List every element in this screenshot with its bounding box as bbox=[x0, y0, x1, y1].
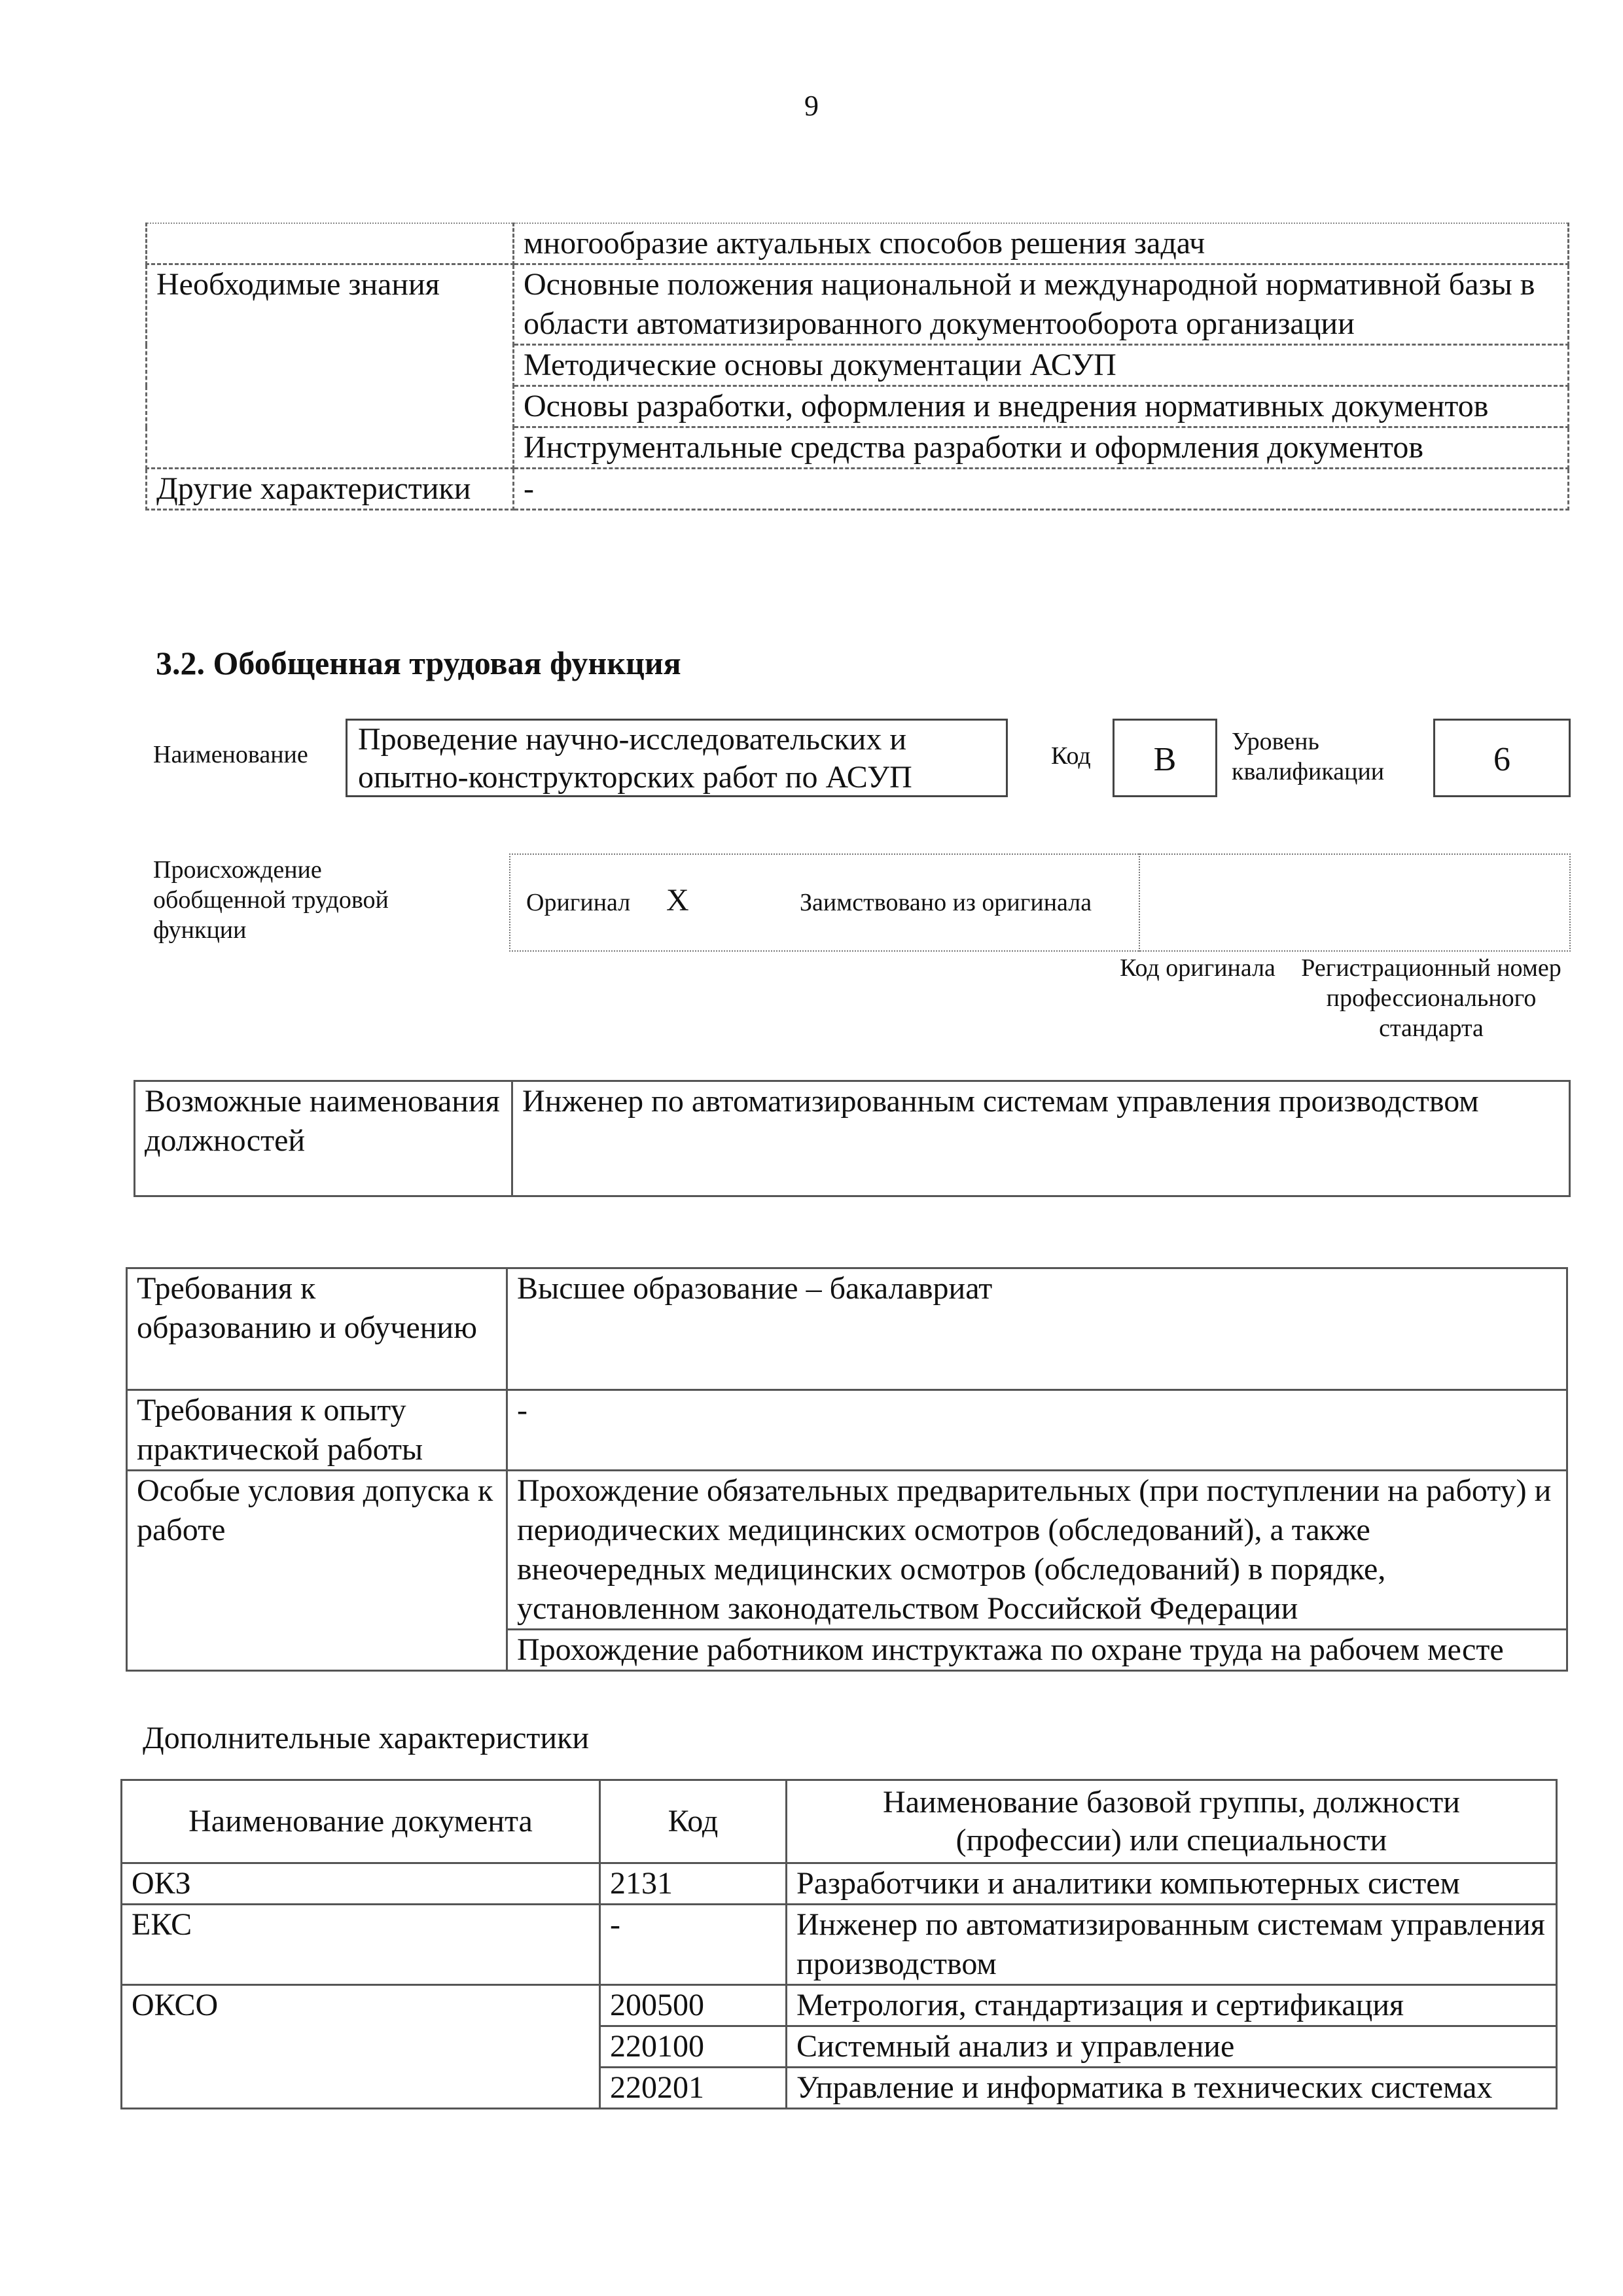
function-name-box: Проведение научно-исследовательских и опытно-конструкторских работ по АСУП bbox=[346, 719, 1008, 797]
table-row bbox=[122, 1905, 1557, 1985]
header-code: Код bbox=[600, 1780, 787, 1863]
continuation-table bbox=[145, 223, 1569, 511]
doc-cell: ЕКС bbox=[122, 1905, 600, 1985]
code-value-box: B bbox=[1113, 719, 1217, 797]
positions-value: Инженер по автоматизированным системам управления производством bbox=[512, 1081, 1570, 1196]
name-cell: Разработчики и аналитики компьютерных систем bbox=[787, 1863, 1557, 1905]
reg-number-label: Регистрационный номер профессионального стандарта bbox=[1301, 954, 1561, 1042]
conditions-value: Прохождение обязательных предварительных (при поступлении на работу) и периодических медицинских осмотров (обследований), а также внеочередных медицинских осмотров (обследований) в порядке, установленном законодательством Российской Федерации bbox=[507, 1471, 1567, 1630]
code-cell: - bbox=[600, 1905, 787, 1985]
education-label: Требования к образованию и обучению bbox=[127, 1268, 507, 1390]
level-label: Уровень квалификации bbox=[1232, 728, 1385, 785]
other-characteristics-value: - bbox=[514, 469, 1569, 510]
additional-table bbox=[120, 1779, 1558, 2109]
conditions-label: Особые условия допуска к работе bbox=[127, 1471, 507, 1671]
code-original-label: Код оригинала bbox=[1120, 954, 1275, 982]
code-cell: 220201 bbox=[600, 2068, 787, 2109]
code-cell: 220100 bbox=[600, 2026, 787, 2068]
origin-divider bbox=[1139, 853, 1140, 952]
requirements-table bbox=[126, 1267, 1568, 1672]
knowledge-item: Основы разработки, оформления и внедрения нормативных документов bbox=[514, 386, 1569, 427]
code-cell: 2131 bbox=[600, 1863, 787, 1905]
additional-title: Дополнительные характеристики bbox=[143, 1721, 590, 1755]
continuation-top-text: многообразие актуальных способов решения задач bbox=[514, 223, 1569, 264]
doc-cell: ОКЗ bbox=[122, 1863, 600, 1905]
conditions-value: Прохождение работником инструктажа по охране труда на рабочем месте bbox=[507, 1630, 1567, 1671]
experience-value: - bbox=[507, 1390, 1567, 1471]
other-characteristics-label: Другие характеристики bbox=[147, 469, 514, 510]
knowledge-label: Необходимые знания bbox=[147, 264, 514, 469]
education-value: Высшее образование – бакалавриат bbox=[507, 1268, 1567, 1390]
code-label: Код bbox=[1051, 742, 1091, 770]
page-number: 9 bbox=[804, 90, 819, 122]
continuation-empty-cell bbox=[147, 223, 514, 264]
knowledge-item: Инструментальные средства разработки и оформления документов bbox=[514, 427, 1569, 469]
name-cell: Метрология, стандартизация и сертификация bbox=[787, 1985, 1557, 2026]
header-doc: Наименование документа bbox=[122, 1780, 600, 1863]
doc-cell: ОКСО bbox=[122, 1985, 600, 2109]
borrowed-label: Заимствовано из оригинала bbox=[800, 889, 1092, 916]
knowledge-item: Методические основы документации АСУП bbox=[514, 345, 1569, 386]
name-label: Наименование bbox=[153, 741, 308, 768]
knowledge-item: Основные положения национальной и международной нормативной базы в области автоматизированного документооборота организации bbox=[514, 264, 1569, 345]
name-cell: Управление и информатика в технических системах bbox=[787, 2068, 1557, 2109]
table-row bbox=[122, 1985, 1557, 2026]
section-title: 3.2. Обобщенная трудовая функция bbox=[156, 645, 681, 681]
original-label: Оригинал bbox=[526, 889, 631, 916]
level-value-box: 6 bbox=[1433, 719, 1571, 797]
code-cell: 200500 bbox=[600, 1985, 787, 2026]
origin-label: Происхождение обобщенной трудовой функции bbox=[153, 856, 389, 944]
name-cell: Системный анализ и управление bbox=[787, 2026, 1557, 2068]
header-name: Наименование базовой группы, должности (профессии) или специальности bbox=[787, 1780, 1557, 1863]
positions-table bbox=[134, 1080, 1571, 1197]
experience-label: Требования к опыту практической работы bbox=[127, 1390, 507, 1471]
original-mark: X bbox=[666, 883, 689, 918]
name-cell: Инженер по автоматизированным системам управления производством bbox=[787, 1905, 1557, 1985]
positions-label: Возможные наименования должностей bbox=[135, 1081, 512, 1196]
table-row bbox=[122, 1863, 1557, 1905]
